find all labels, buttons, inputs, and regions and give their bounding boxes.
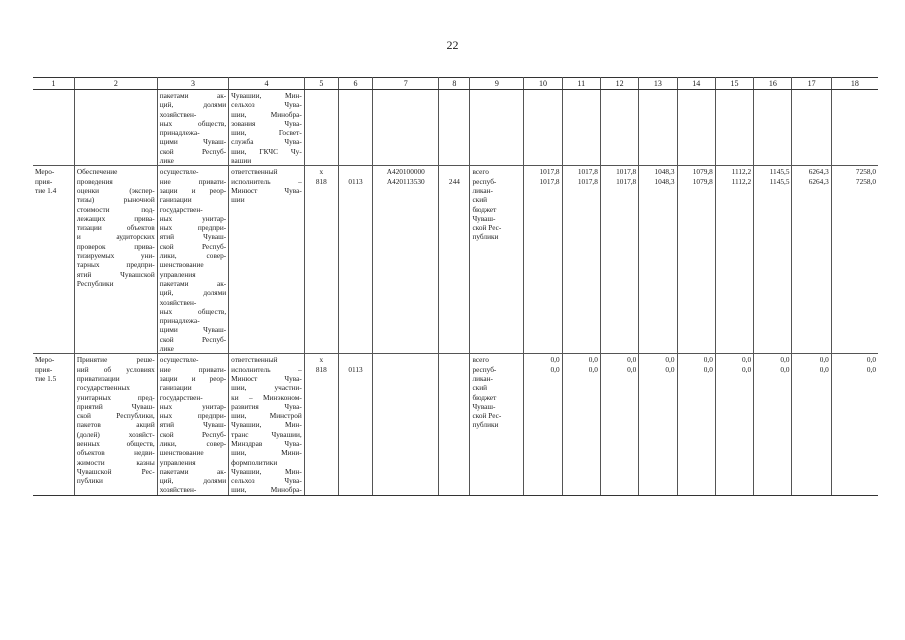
text-line — [375, 355, 436, 364]
cell-value — [639, 354, 677, 495]
cell-source — [470, 354, 524, 495]
value-budget: 1017,8 — [616, 176, 637, 186]
text-line: ответственный — [231, 355, 278, 365]
text-line: 244 — [448, 176, 460, 186]
col-header: 8 — [439, 78, 470, 90]
text-line — [341, 167, 370, 176]
text-line: государствен- — [159, 392, 203, 402]
value-budget: 1112,2 — [731, 176, 752, 186]
cell-executors — [229, 354, 305, 495]
text-line: шии, участни- — [231, 383, 302, 393]
value-budget: 0,0 — [866, 364, 876, 374]
value-total: 1017,8 — [577, 167, 598, 177]
value-total: 0,0 — [742, 355, 752, 365]
value-total: 1017,8 — [616, 167, 637, 177]
text-line: тизируемых уни- — [76, 251, 155, 261]
cell-value — [831, 166, 878, 354]
source-total: всего — [472, 167, 489, 177]
text-line: управления — [159, 269, 196, 279]
text-line: зации и реор- — [159, 185, 227, 195]
text-line: пакетов акций — [76, 420, 155, 430]
value-total: 0,0 — [588, 355, 598, 365]
text-line: исполнитель – — [231, 176, 302, 186]
text-line: формполитики — [231, 457, 278, 467]
value-budget: 0,0 — [742, 364, 752, 374]
text-line: Чуваш- — [472, 213, 496, 223]
measure-row-1-5 — [33, 354, 878, 495]
text-line: зования Чува- — [231, 118, 302, 128]
text-line — [441, 355, 467, 364]
cell-value — [754, 166, 792, 354]
cell-value — [715, 166, 753, 354]
cell-activity — [157, 166, 228, 354]
cell-value — [524, 166, 562, 354]
value-budget: 7258,0 — [855, 176, 876, 186]
text-line: проведения — [76, 176, 113, 186]
text-line: прия- — [35, 176, 53, 186]
text-line: респуб- — [472, 176, 497, 186]
text-line: 818 — [315, 364, 327, 374]
text-line: зации и реор- — [159, 373, 227, 383]
value-budget: 1017,8 — [577, 176, 598, 186]
cell-value — [754, 354, 792, 495]
col-header: 2 — [74, 78, 157, 90]
text-line: Принятие реше- — [76, 355, 155, 365]
text-line: ликан- — [472, 185, 493, 195]
text-line: ций, долями — [159, 288, 227, 298]
text-line: ганизации — [159, 195, 192, 205]
text-line: ных предпри- — [159, 411, 227, 421]
text-line: тизации объектов — [76, 223, 155, 233]
measure-row-1-4 — [33, 166, 878, 354]
text-line: респуб- — [472, 364, 497, 374]
text-line: проверок прива- — [76, 241, 155, 251]
text-line: шии, ГКЧС Чу- — [231, 146, 302, 156]
col-header: 1 — [33, 78, 74, 90]
text-line: Меро- — [35, 167, 55, 177]
text-line: ской Республики, — [76, 411, 155, 421]
cell-value — [600, 354, 638, 495]
text-line: бюджет — [472, 204, 497, 214]
text-line: щими Чуваш- — [159, 325, 227, 335]
cell-activity — [157, 354, 228, 495]
value-budget: 0,0 — [780, 364, 790, 374]
value-total: 0,0 — [703, 355, 713, 365]
cell-target-article — [373, 166, 439, 354]
text-line: Чувашии, Мин- — [231, 91, 302, 100]
value-total: 1079,8 — [692, 167, 713, 177]
text-line: шии, Минобра- — [231, 109, 302, 119]
cell-executors — [229, 90, 305, 166]
text-line: и аудиторских — [76, 232, 155, 242]
text-line: служба Чува- — [231, 137, 302, 147]
text-line: х — [319, 167, 324, 177]
text-line — [375, 365, 436, 374]
value-budget: 1079,8 — [692, 176, 713, 186]
text-line: Чуваш- — [472, 401, 496, 411]
text-line: пакетами ак- — [159, 91, 227, 100]
text-line: пакетами ак- — [159, 278, 227, 288]
value-budget: 1048,3 — [654, 176, 675, 186]
text-line: лики, совер- — [159, 251, 227, 261]
cell-value — [792, 166, 831, 354]
col-header: 12 — [600, 78, 638, 90]
value-total: 7258,0 — [855, 167, 876, 177]
text-line: ятий Чуваш- — [159, 232, 227, 242]
cell-target-article — [373, 354, 439, 495]
text-line: ных обществ, — [159, 306, 227, 316]
cell-measure-label — [33, 166, 74, 354]
text-line: ской Респуб- — [159, 241, 227, 251]
value-budget: 6264,3 — [808, 176, 829, 186]
cell-executors — [229, 166, 305, 354]
text-line — [441, 365, 467, 374]
text-line: ский — [472, 195, 488, 205]
value-total: 0,0 — [665, 355, 675, 365]
value-total: 0,0 — [550, 355, 560, 365]
text-line: 818 — [315, 176, 327, 186]
program-table — [33, 77, 878, 496]
value-budget: 0,0 — [819, 364, 829, 374]
cell-value — [677, 354, 715, 495]
text-line: хозяйствен- — [159, 109, 197, 119]
text-line: шии, Мини- — [231, 448, 302, 458]
cell-expense-type — [439, 166, 470, 354]
col-header: 11 — [562, 78, 600, 90]
text-line: тарных предпри- — [76, 260, 155, 270]
cell-value — [792, 354, 831, 495]
text-line: шии, Минобра- — [231, 485, 302, 495]
value-total: 0,0 — [780, 355, 790, 365]
col-header: 15 — [715, 78, 753, 90]
text-line: Чувашии, Мин- — [231, 420, 302, 430]
value-total: 1017,8 — [539, 167, 560, 177]
source-budget — [472, 177, 521, 242]
cell-section — [338, 166, 372, 354]
text-line: ответственный — [231, 167, 278, 177]
text-line: ской Респуб- — [159, 429, 227, 439]
col-header: 9 — [470, 78, 524, 90]
col-header: 18 — [831, 78, 878, 90]
value-budget: 0,0 — [588, 364, 598, 374]
text-line: осуществле- — [159, 167, 199, 177]
col-header: 10 — [524, 78, 562, 90]
header-row — [33, 78, 878, 90]
text-line — [341, 355, 370, 364]
text-line: ных обществ, — [159, 118, 227, 128]
value-budget: 0,0 — [627, 364, 637, 374]
value-total: 1145,5 — [769, 167, 790, 177]
text-line: исполнитель – — [231, 364, 302, 374]
text-line: ний об условиях — [76, 364, 155, 374]
col-header: 4 — [229, 78, 305, 90]
cell-value — [562, 354, 600, 495]
text-line: сельхоз Чува- — [231, 100, 302, 110]
text-line: ние привати- — [159, 364, 227, 374]
col-header: 16 — [754, 78, 792, 90]
text-line: пакетами ак- — [159, 466, 227, 476]
text-line: ных унитар- — [159, 213, 227, 223]
value-budget: 0,0 — [703, 364, 713, 374]
text-line: ций, долями — [159, 476, 227, 486]
text-line: ние привати- — [159, 176, 227, 186]
text-line: шии, Госвет- — [231, 128, 302, 138]
text-line: Чувашской Рес- — [76, 466, 155, 476]
text-line: лике — [159, 156, 174, 166]
cell-source — [470, 166, 524, 354]
col-header: 17 — [792, 78, 831, 90]
value-budget: 1017,8 — [539, 176, 560, 186]
text-line: управления — [159, 457, 196, 467]
col-header: 5 — [304, 78, 338, 90]
cell-value — [600, 166, 638, 354]
page-number: 22 — [446, 38, 459, 52]
value-budget: 0,0 — [550, 364, 560, 374]
source-total: всего — [472, 355, 489, 365]
text-line: Минюст Чува- — [231, 185, 302, 195]
text-line: публики — [76, 476, 103, 486]
source-budget — [472, 365, 521, 430]
text-line: А420113530 — [386, 176, 425, 186]
cell-measure-name — [74, 166, 157, 354]
cell-activity — [157, 90, 228, 166]
text-line: ский — [472, 383, 488, 393]
text-line: бюджет — [472, 392, 497, 402]
text-line: сельхоз Чува- — [231, 476, 302, 486]
text-line: Республики — [76, 278, 114, 288]
text-line: ской Рес- — [472, 411, 502, 421]
cell-measure-name — [74, 354, 157, 495]
value-total: 6264,3 — [808, 167, 829, 177]
text-line: государствен- — [159, 204, 203, 214]
text-line: ской Респуб- — [159, 334, 227, 344]
text-line: шии — [231, 195, 245, 205]
text-line: ятий Чуваш- — [159, 420, 227, 430]
text-line: Минюст Чува- — [231, 373, 302, 383]
text-line: государственных — [76, 383, 130, 393]
text-line — [441, 167, 467, 176]
cell-section — [338, 354, 372, 495]
text-line: (долей) хозяйст- — [76, 429, 155, 439]
text-line: Минздрав Чува- — [231, 438, 302, 448]
value-budget: 0,0 — [665, 364, 675, 374]
col-header: 3 — [157, 78, 228, 90]
text-line: вашии — [231, 156, 252, 166]
cell-grbs — [304, 166, 338, 354]
text-line: лежащих прива- — [76, 213, 155, 223]
text-line: А420100000 — [386, 167, 425, 177]
text-line: тие 1.4 — [35, 185, 57, 195]
text-line: хозяйствен- — [159, 297, 197, 307]
text-line: Чувашии, Мин- — [231, 466, 302, 476]
text-line: Меро- — [35, 355, 55, 365]
col-header: 13 — [639, 78, 677, 90]
value-budget: 1145,5 — [769, 176, 790, 186]
text-line: стоимости под- — [76, 204, 155, 214]
cell-value — [524, 354, 562, 495]
text-line: венных обществ, — [76, 438, 155, 448]
col-header: 6 — [338, 78, 372, 90]
text-line: осуществле- — [159, 355, 199, 365]
cell-expense-type — [439, 354, 470, 495]
text-line: ской Рес- — [472, 223, 502, 233]
text-line: жимости казны — [76, 457, 155, 467]
text-line: транс Чувашии, — [231, 429, 302, 439]
cell-value — [715, 354, 753, 495]
text-line: ных унитар- — [159, 401, 227, 411]
text-line: развития Чува- — [231, 401, 302, 411]
cell-value — [562, 166, 600, 354]
value-total: 0,0 — [866, 355, 876, 365]
text-line: принадлежа- — [159, 316, 200, 326]
text-line: ликан- — [472, 373, 493, 383]
text-line: лики, совер- — [159, 438, 227, 448]
text-line: тизы) рыночной — [76, 195, 155, 205]
text-line: щими Чуваш- — [159, 137, 227, 147]
value-total: 0,0 — [627, 355, 637, 365]
col-header: 14 — [677, 78, 715, 90]
cell-measure-label — [33, 354, 74, 495]
text-line: ных предпри- — [159, 223, 227, 233]
text-line: оценки (экспер- — [76, 185, 155, 195]
text-line: унитарных пред- — [76, 392, 155, 402]
cell-grbs — [304, 354, 338, 495]
text-line: 0113 — [348, 364, 363, 374]
value-total: 1048,3 — [654, 167, 675, 177]
text-line: приватизации — [76, 373, 120, 383]
text-line: тие 1.5 — [35, 373, 57, 383]
text-line: публики — [472, 420, 499, 430]
text-line: шенствование — [159, 448, 204, 458]
text-line: х — [319, 355, 324, 365]
text-line: хозяйствен- — [159, 485, 197, 495]
cell-value — [639, 166, 677, 354]
text-line: приятий Чуваш- — [76, 401, 155, 411]
text-line: шенствование — [159, 260, 204, 270]
col-header: 7 — [373, 78, 439, 90]
text-line: ки – Минэконом- — [231, 392, 302, 402]
text-line: ятий Чувашской — [76, 269, 155, 279]
value-total: 1112,2 — [731, 167, 752, 177]
text-line: ганизации — [159, 383, 192, 393]
text-line: прия- — [35, 364, 53, 374]
text-line: принадлежа- — [159, 128, 200, 138]
text-line: шии, Минстрой — [231, 411, 302, 421]
text-line: Обеспечение — [76, 167, 118, 177]
continuation-row — [33, 90, 878, 166]
cell-value — [831, 354, 878, 495]
value-total: 0,0 — [819, 355, 829, 365]
cell-value — [677, 166, 715, 354]
text-line: 0113 — [348, 176, 363, 186]
text-line: объектов недви- — [76, 448, 155, 458]
text-line: лике — [159, 344, 174, 354]
text-line: ской Респуб- — [159, 146, 227, 156]
text-line: публики — [472, 232, 499, 242]
text-line: ций, долями — [159, 100, 227, 110]
